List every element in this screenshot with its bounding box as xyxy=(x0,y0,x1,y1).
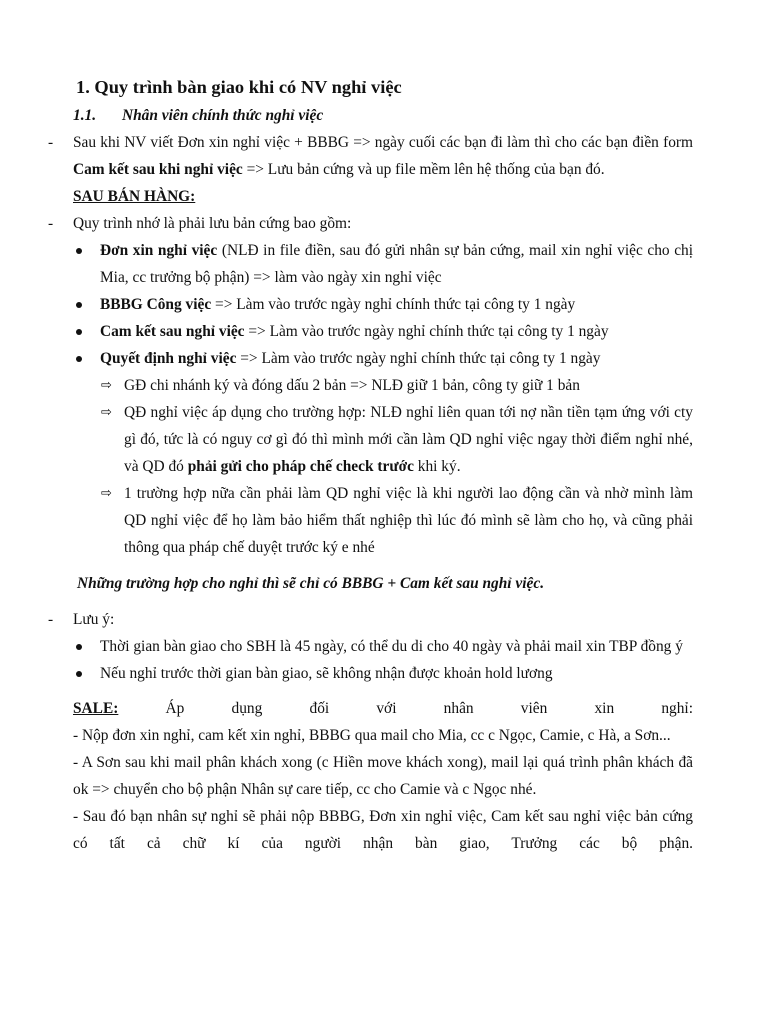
bullet-icon xyxy=(76,356,82,362)
intro-paragraph xyxy=(48,129,693,183)
sale-word: đối xyxy=(309,700,330,717)
bullet-icon xyxy=(76,248,82,254)
luu-y-title: Lưu ý: xyxy=(73,611,115,628)
item-bold: Cam kết sau nghỉ việc xyxy=(100,323,245,340)
sale-line-2: - A Sơn sau khi mail phân khách xong (c Hiền move khách xong), mail lại quá trình phân khách đã ok => chuyển cho bộ phận Nhân sự care tiếp, cc cho Camie và c Ngọc nhé. xyxy=(73,754,693,798)
sub-list-item xyxy=(73,399,693,480)
item-text: Thời gian bàn giao cho SBH là 45 ngày, có thể du di cho 40 ngày và phải mail xin TBP đồng ý xyxy=(100,638,683,655)
intro-text: Sau khi NV viết Đơn xin nghỉ việc + BBBG => ngày cuối các bạn đi làm thì cho các bạn điền form xyxy=(73,134,693,151)
list-item xyxy=(73,345,693,372)
subsection-heading xyxy=(73,102,693,129)
intro-bold: Cam kết sau khi nghỉ việc xyxy=(73,161,243,178)
sub-list-item xyxy=(73,480,693,561)
dash-marker: - xyxy=(48,134,54,151)
item-text: => Làm vào trước ngày nghỉ chính thức tại công ty 1 ngày xyxy=(244,323,609,340)
arrow-right-icon: ⇨ xyxy=(101,486,112,501)
intro-text-end: => Lưu bản cứng và up file mềm lên hệ thống của bạn đó. xyxy=(242,161,605,178)
sub-item-text: QĐ nghỉ việc áp dụng cho trường hợp: NLĐ nghỉ liên quan tới nợ nần tiền tạm ứng với cty gì đó, tức là có nguy cơ gì đó thì mình mới cần làm QD nghỉ việc ngay thời điểm nghỉ nhé, và QD đó xyxy=(124,404,693,475)
summary-note: Những trường hợp cho nghỉ thì sẽ chỉ có BBBG + Cam kết sau nghỉ việc. xyxy=(77,575,545,592)
arrow-right-icon: ⇨ xyxy=(101,405,112,420)
sale-word: nhân xyxy=(443,700,474,717)
list-item xyxy=(73,660,693,687)
list-item xyxy=(73,237,693,291)
item-bold: Quyết định nghỉ việc xyxy=(100,350,237,367)
sale-word: nghỉ: xyxy=(661,700,693,717)
item-text: => Làm vào trước ngày nghỉ chính thức tại công ty 1 ngày xyxy=(211,296,576,313)
bullet-icon xyxy=(76,671,82,677)
sub-list-item xyxy=(73,372,693,399)
bullet-icon xyxy=(76,644,82,650)
bullet-icon xyxy=(76,329,82,335)
subsection-number: 1.1. xyxy=(73,107,97,124)
sub-item-text-end: khi ký. xyxy=(413,458,461,475)
item-text: Nếu nghỉ trước thời gian bàn giao, sẽ không nhận được khoản hold lương xyxy=(100,665,553,682)
sale-heading-line xyxy=(73,695,693,722)
item-text: => Làm vào trước ngày nghỉ chính thức tại công ty 1 ngày xyxy=(236,350,601,367)
bullet-icon xyxy=(76,302,82,308)
item-bold: Đơn xin nghỉ việc xyxy=(100,242,218,259)
sale-word: xin xyxy=(594,700,615,717)
sale-line-1: - Nộp đơn xin nghỉ, cam kết xin nghỉ, BBBG qua mail cho Mia, cc c Ngọc, Camie, c Hà, a Sơn... xyxy=(73,727,671,744)
item-bold: BBBG Công việc xyxy=(100,296,212,313)
sub-item-text: 1 trường hợp nữa cần phải làm QD nghỉ việc là khi người lao động cần và nhờ mình làm QD nghỉ việc để họ làm bảo hiểm thất nghiệp thì lúc đó mình sẽ làm cho họ, và cũng phải thông qua pháp chế duyệt trước ký e nhé xyxy=(124,485,693,556)
sub-item-bold: phải gửi cho pháp chế check trước xyxy=(187,458,414,475)
sau-ban-hang-title: SAU BÁN HÀNG: xyxy=(73,188,196,205)
sale-word: dụng xyxy=(231,700,263,717)
subsection-title: Nhân viên chính thức nghỉ việc xyxy=(122,107,324,124)
dash-marker: - xyxy=(48,215,54,232)
dash-marker: - xyxy=(48,611,54,628)
sau-ban-hang-lead xyxy=(48,210,693,237)
sau-ban-hang-title-row xyxy=(73,183,693,210)
sale-word: viên xyxy=(520,700,548,717)
sub-item-text: GĐ chi nhánh ký và đóng dấu 2 bản => NLĐ giữ 1 bản, công ty giữ 1 bản xyxy=(124,377,580,394)
list-item xyxy=(73,291,693,318)
list-item xyxy=(73,633,693,660)
item-text: (NLĐ in file điền, sau đó gửi nhân sự bản cứng, mail xin nghỉ việc cho chị Mia, cc trưởng bộ phận) => làm vào ngày xin nghỉ việc xyxy=(100,242,693,286)
list-item xyxy=(73,318,693,345)
sale-title: SALE: xyxy=(73,700,119,717)
lead-text: Quy trình nhớ là phải lưu bản cứng bao gồm: xyxy=(73,215,352,232)
sale-line-3: - Sau đó bạn nhân sự nghỉ sẽ phải nộp BBBG, Đơn xin nghỉ việc, Cam kết sau nghỉ việc bản cứng có tất cả chữ kí của người nhận bàn giao, Trưởng các bộ phận. xyxy=(73,808,693,852)
sale-word: Áp xyxy=(165,700,185,717)
sale-word: với xyxy=(376,700,397,717)
spacer xyxy=(73,687,693,695)
luu-y-title-row xyxy=(48,606,693,633)
arrow-right-icon: ⇨ xyxy=(101,378,112,393)
section-heading: 1. Quy trình bàn giao khi có NV nghỉ việc xyxy=(76,77,402,97)
